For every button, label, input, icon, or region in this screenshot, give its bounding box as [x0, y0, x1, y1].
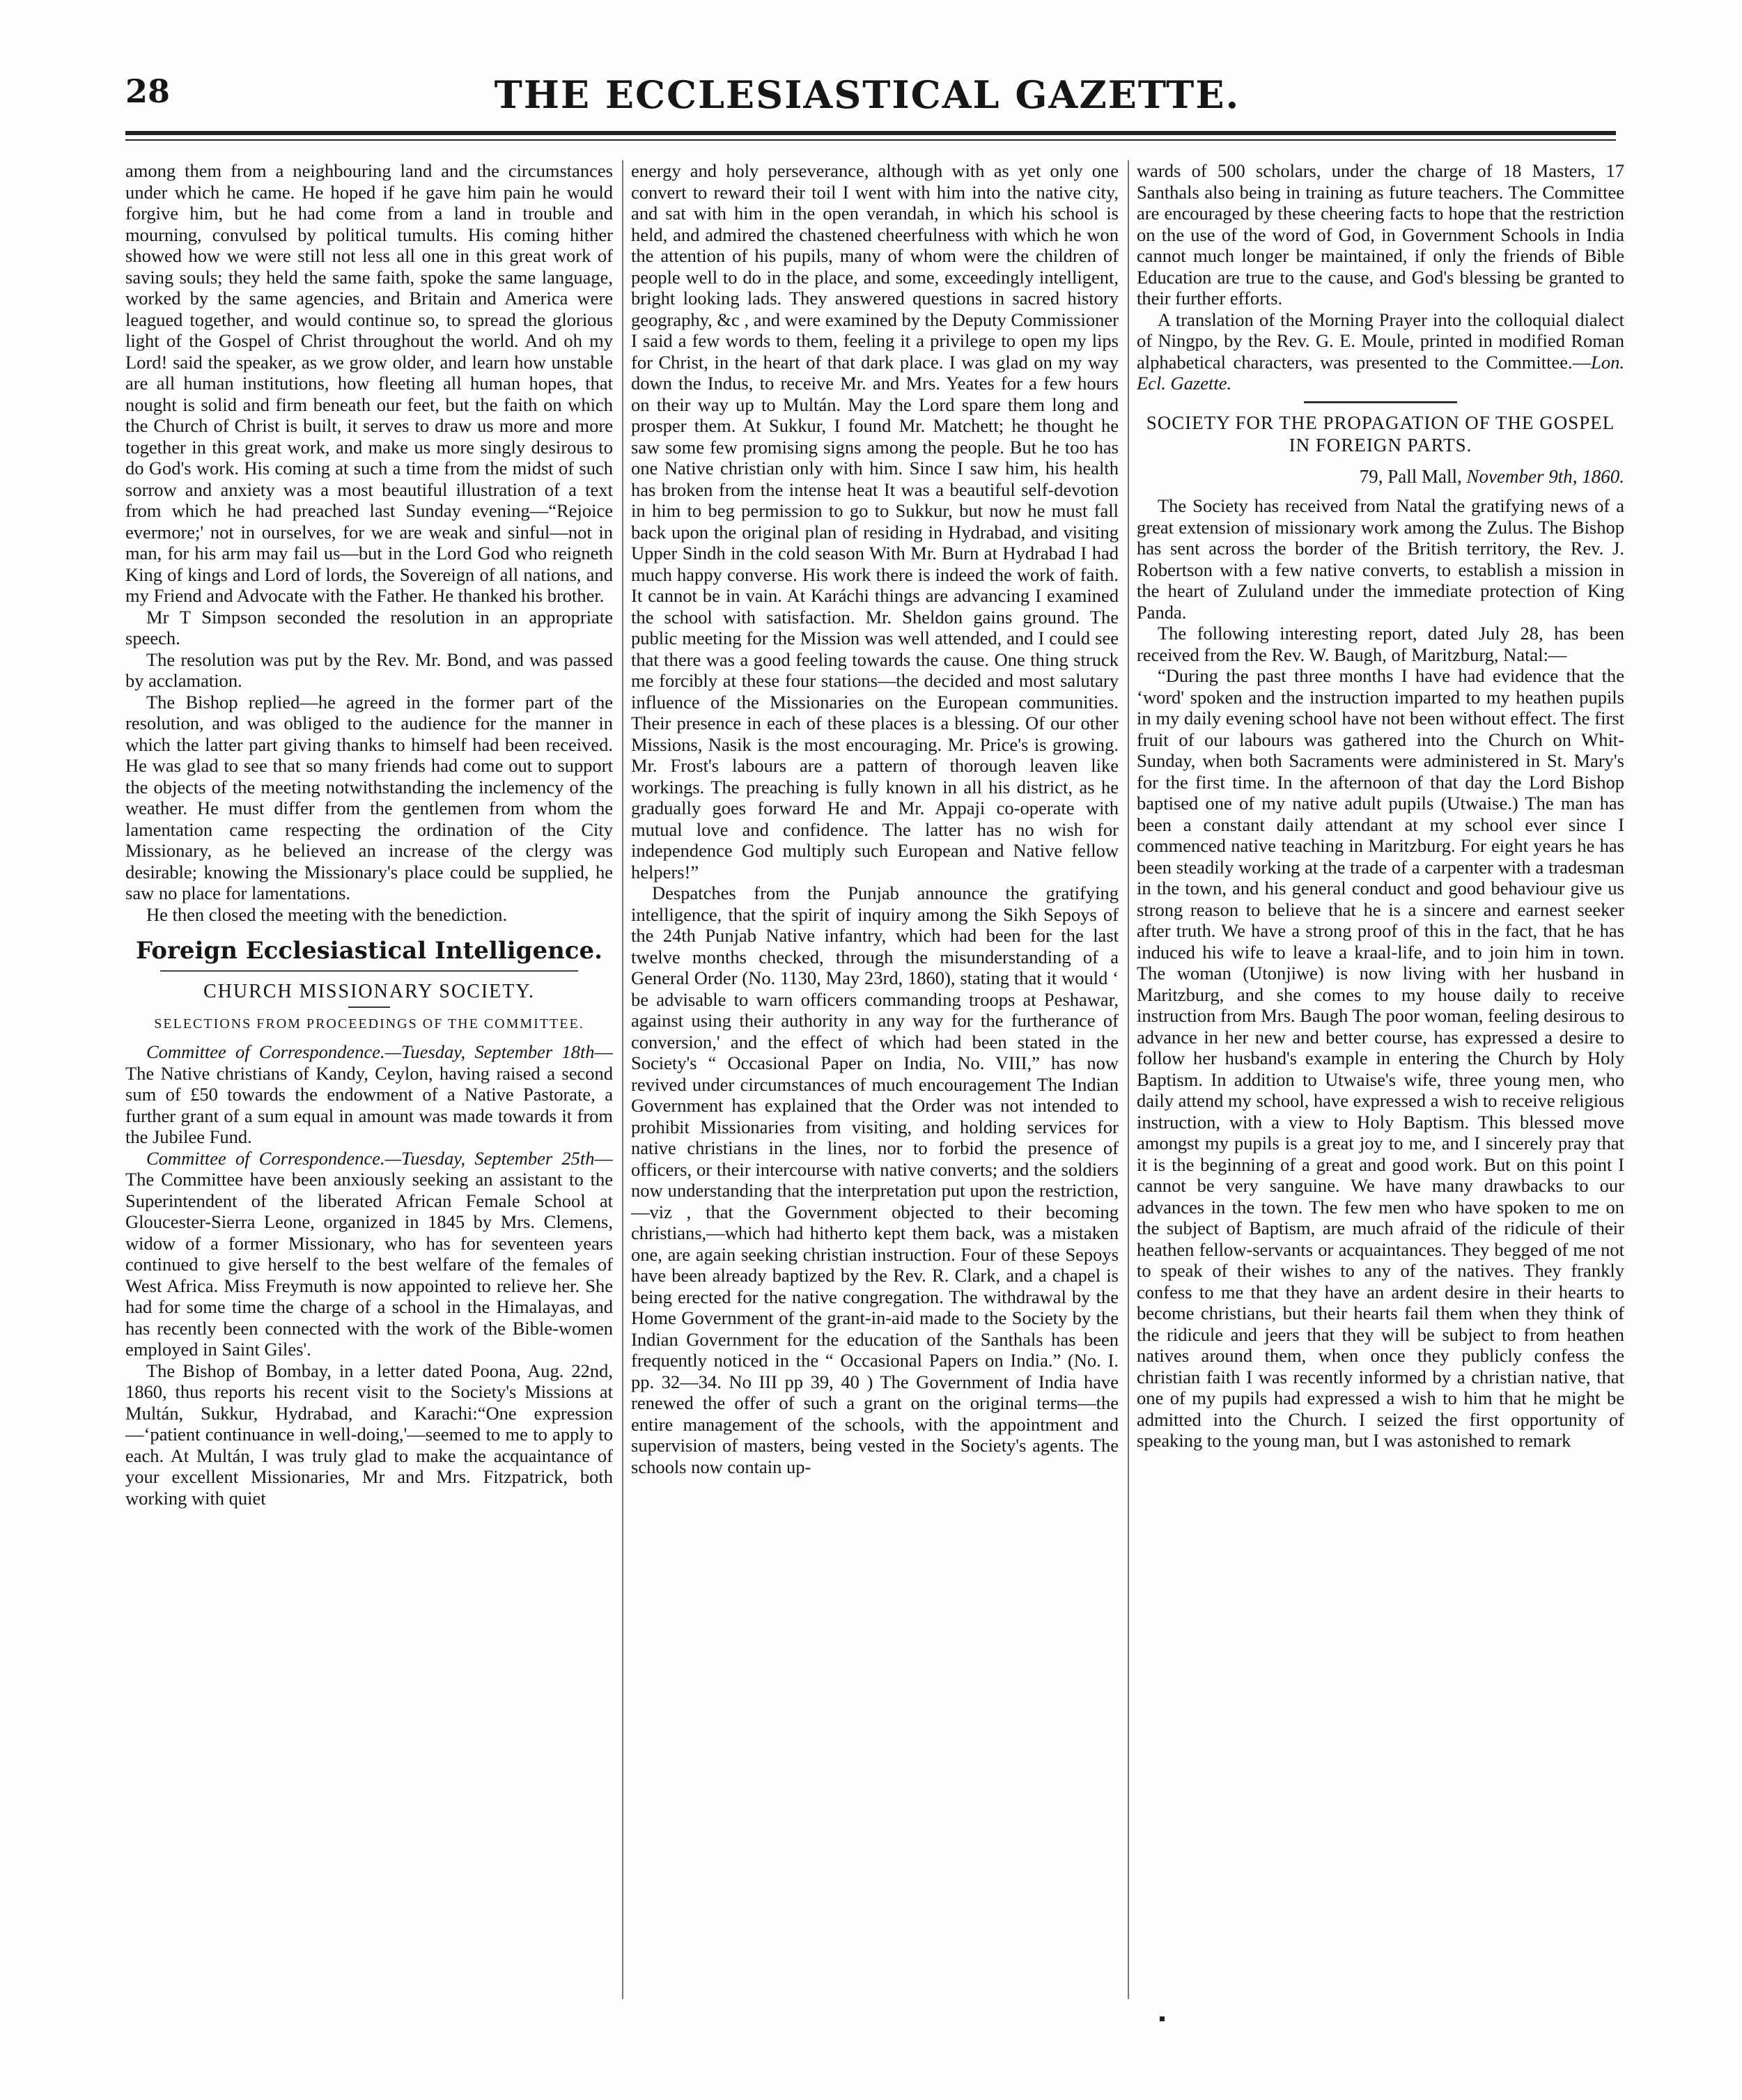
- column-divider: [622, 160, 623, 1999]
- paragraph: among them from a neighbouring land and the circumstances under which he came. He hoped if he gave him pain he would forgive him, but he had come from a land in trouble and mourning, convulsed by political tumults. His coming hither showed how we were still not less all one in this great work of saving souls; they held the same faith, spoke the same language, worked by the same agencies, and Britain and America were leagued together, and would continue so, to spread the glorious light of the Gospel of Christ throughout the world. And oh my Lord! said the speaker, as we grow older, and learn how unstable are all human institutions, how fleeting all human hopes, that nought is solid and firm beneath our feet, but the faith on which the Church of Christ is built, it serves to draw us more and more together in this great work, and make us more singly desirous to do God's work. His coming at such a time from the midst of such sorrow and anxiety was a most beautiful illustration of a text from which he had preached last Sunday evening—“Rejoice evermore;' not in ourselves, for we are weak and sinful—not in man, for his arm may fail us—but in the Lord God who reigneth King of kings and Lord of lords, the Sovereign of all nations, and my Friend and Advocate with the Father. He thanked his brother.: [125, 160, 613, 606]
- dateline: [1137, 466, 1624, 488]
- masthead-title: THE ECCLESIASTICAL GAZETTE.: [494, 72, 1241, 117]
- paragraph: —The Native christians of Kandy, Ceylon, having raised a second sum of £50 towards the endowment of a Native Pastorate, a further grant of a sum equal in amount was made towards it from the Jubilee Fund.: [125, 1041, 613, 1147]
- divider: [1304, 401, 1457, 403]
- society-heading: SOCIETY FOR THE PROPAGATION OF THE GOSPEL IN FOREIGN PARTS.: [1146, 412, 1615, 456]
- paragraph-lead: Committee of Correspondence.—Tuesday, September 18th: [146, 1041, 595, 1062]
- header-rule: [125, 131, 1616, 135]
- paragraph: The resolution was put by the Rev. Mr. Bond, and was passed by acclamation.: [125, 648, 613, 691]
- column-right: [1137, 160, 1624, 2013]
- paragraph: He then closed the meeting with the benediction.: [146, 903, 508, 925]
- paragraph: Mr T Simpson seconded the resolution in an appropriate speech.: [125, 606, 613, 648]
- column-left: [125, 160, 613, 2013]
- header-rule-thin: [125, 139, 1616, 141]
- paragraph: wards of 500 scholars, under the charge of 18 Masters, 17 Santhals also being in training as future teachers. The Committee are encouraged by these cheering facts to hope that the restriction on the use of the word of God, in Government Schools in India cannot much longer be maintained, if only the friends of Bible Education are true to the cause, and God's blessing be granted to their further efforts.: [1137, 160, 1624, 309]
- ink-mark: [1160, 2016, 1165, 2021]
- paragraph: The following interesting report, dated July 28, has been received from the Rev. W. Baugh, of Maritzburg, Natal:—: [1137, 623, 1624, 665]
- paragraph: Despatches from the Punjab announce the gratifying intelligence, that the spirit of inquiry among the Sikh Sepoys of the 24th Punjab Native infantry, which had been for the last twelve months checked, through the misunderstanding of a General Order (No. 1130, May 23rd, 1860), stating that it would ‘ be advisable to warn officers commanding troops at Peshawar, against using their authority in any way for the furtherance of conversion,' and the effect of which had been stated in the Society's “ Occasional Paper on India, No. VIII,” has now revived under circumstances of much encouragement The Indian Government has explained that the Order was not intended to prohibit Missionaries from visiting, and holding services for native christians in the lines, nor to forbid the presence of officers, or their intercourse with native converts; and the soldiers now understanding that the interpretation put upon the restriction,—viz , that the Government objected to their becoming christians,—which had hitherto kept them back, was a mistaken one, are again seeking christian instruction. Four of these Sepoys have been already baptized by the Rev. R. Clark, and a chapel is being erected for the native congregation. The withdrawal by the Home Government of the grant-in-aid made to the Society by the Indian Government for the education of the Santhals has been frequently noticed in the “ Occasional Papers on India.” (No. I. pp. 32—34. No III pp 39, 40 ) The Government of India have renewed the offer of such a grant on the original terms—the entire management of the schools, with the appointment and supervision of masters, being vested in the Society's agents. The schools now contain up-: [631, 882, 1119, 1477]
- subheading: SELECTIONS FROM PROCEEDINGS OF THE COMMITTEE.: [154, 1016, 584, 1032]
- column-middle: [631, 160, 1119, 2013]
- paragraph: energy and holy perseverance, although with as yet only one convert to reward their toil I went with him into the native city, and sat with him in the open verandah, in which his school is held, and admired the chastened cheerfulness with which he won the attention of his pupils, many of whom were the children of people well to do in the place, and some, exceedingly intelligent, bright looking lads. They answered questions in sacred history geography, &c , and were examined by the Deputy Commissioner I said a few words to them, feeling it a privilege to open my lips for Christ, in the heart of that dark place. I was glad on my way down the Indus, to receive Mr. and Mrs. Yeates for a few hours on their way up to Multán. May the Lord spare them long and prosper them. At Sukkur, I found Mr. Matchett; he thought he saw some few promising signs among the people. But he too has one Native christian only with him. Since I saw him, his health has broken from the intense heat It was a beautiful self-devotion in him to beg permission to go to Sukkur, but now he must fall back upon the original plan of residing in Hydrabad, and visiting Upper Sindh in the cold season With Mr. Burn at Hydrabad I had much happy converse. His work there is indeed the work of faith. It cannot be in vain. At Karáchi things are advancing I examined the school with satisfaction. Mr. Sheldon gains ground. The public meeting for the Mission was well attended, and I could see that there was a good feeling towards the cause. One thing struck me forcibly at these four stations—the decided and most salutary influence of the Missionaries on the European communities. Their presence in each of these places is a blessing. Of our other Missions, Nasik is the most encouraging. Mr. Price's is growing. Mr. Frost's labours are a pattern of thorough leaven like workings. The preaching is fully known in all his district, as he gradually goes forward He and Mr. Appaji co-operate with mutual love and confidence. The latter has no wish for independence God multiply such European and Native fellow helpers!”: [631, 160, 1119, 882]
- source-credit: Lon. Ecl. Gazette.: [1137, 351, 1624, 394]
- page-number: 28: [125, 72, 171, 110]
- divider: [348, 1006, 390, 1008]
- page-header: [118, 72, 1616, 121]
- column-divider: [1128, 160, 1129, 1999]
- dateline-date: November 9th, 1860.: [1466, 465, 1624, 487]
- paragraph: The Bishop of Bombay, in a letter dated Poona, Aug. 22nd, 1860, thus reports his recent visit to the Society's Missions at Multán, Sukkur, Hydrabad, and Karachi:“One expression—‘patient continuance in well-doing,'—seemed to me to apply to each. At Multán, I was truly glad to make the acquaintance of your excellent Missionaries, Mr and Mrs. Fitzpatrick, both working with quiet: [125, 1360, 613, 1509]
- paragraph: The Society has received from Natal the gratifying news of a great extension of missionary work among the Zulus. The Bishop has sent across the border of the British territory, the Rev. J. Robertson with a few native converts, to establish a mission in the heart of Zululand under the immediate protection of King Panda.: [1137, 495, 1624, 623]
- paragraph: “During the past three months I have had evidence that the ‘word' spoken and the instruction imparted to my heathen pupils in my daily evening school have not been without effect. The first fruit of our labours was gathered into the Church on Whit-Sunday, when both Sacraments were administered in St. Mary's for the first time. In the afternoon of that day the Lord Bishop baptised one of my native adult pupils (Utwaise.) The man has been a constant daily attendant at my school ever since I commenced native teaching in Maritzburg. For eight years he has been steadily working at the trade of a carpenter with a tradesman in the town, and his general conduct and good behaviour give us strong reason to believe that he is a sincere and earnest seeker after truth. We have a strong proof of this in the fact, that he has induced his wife to leave a kraal-life, and to join him in town. The woman (Utonjiwe) is now living with her husband in Maritzburg, and she comes to my house daily to receive instruction from Mrs. Baugh The poor woman, feeling desirous to advance in her new and better course, has expressed a desire to follow her husband's example in entering the Church by Holy Baptism. In addition to Utwaise's wife, three young men, who daily attend my school, have expressed a wish to receive religious instruction, with a view to Holy Baptism. This blessed move amongst my pupils is a great joy to me, and I sincerely pray that it is the beginning of a great and good work. But on this point I cannot be very sanguine. We have many drawbacks to our advances in the town. The few men who have spoken to me on the subject of Baptism, are much afraid of the ridicule of their heathen fellow-servants or acquaintances. They begged of me not to speak of their wishes to any of the natives. They frankly confess to me that they have an ardent desire in their hearts to become christians, but their hearts fail them when they think of the ridicule and jeers that they will be subject to from heathen natives around them, when once they publicly confess the christian faith I was recently informed by a christian native, that one of my pupils had expressed a wish to him that he might be admitted into the Church. I seized the first opportunity of speaking to the young man, but I was astonished to remark: [1137, 665, 1624, 1451]
- paragraph: A translation of the Morning Prayer into the colloquial dialect of Ningpo, by the Rev. G. E. Moule, printed in modified Roman alphabetical characters, was presented to the Committee.—: [1137, 309, 1624, 373]
- paragraph: The Bishop replied—he agreed in the former part of the resolution, and was obliged to the audience for the manner in which the latter part giving thanks to himself had been received. He was glad to see that so many friends had come out to support the objects of the meeting notwithstanding the inclemency of the weather. He must differ from the gentlemen from whom the lamentation came respecting the ordination of the City Missionary, as he believed an increase of the clergy was desirable; knowing the Missionary's place could be supplied, he saw no place for lamentations.: [125, 691, 613, 903]
- section-title: Foreign Ecclesiastical Intelligence.: [136, 937, 602, 965]
- divider: [160, 970, 578, 972]
- society-heading: CHURCH MISSIONARY SOCIETY.: [203, 980, 535, 1002]
- paragraph: —The Committee have been anxiously seeking an assistant to the Superintendent of the liberated African Female School at Gloucester-Sierra Leone, organized in 1845 by Mrs. Clemens, widow of a former Missionary, who has for seventeen years continued to give herself to the best welfare of the females of West Africa. Miss Freymuth is now appointed to relieve her. She had for some time the charge of a school in the Himalayas, and has recently been connected with the work of the Bible-women employed in Saint Giles'.: [125, 1147, 613, 1360]
- paragraph-lead: Committee of Correspondence.—Tuesday, September 25th: [146, 1147, 595, 1169]
- dateline-address: 79, Pall Mall,: [1359, 465, 1462, 487]
